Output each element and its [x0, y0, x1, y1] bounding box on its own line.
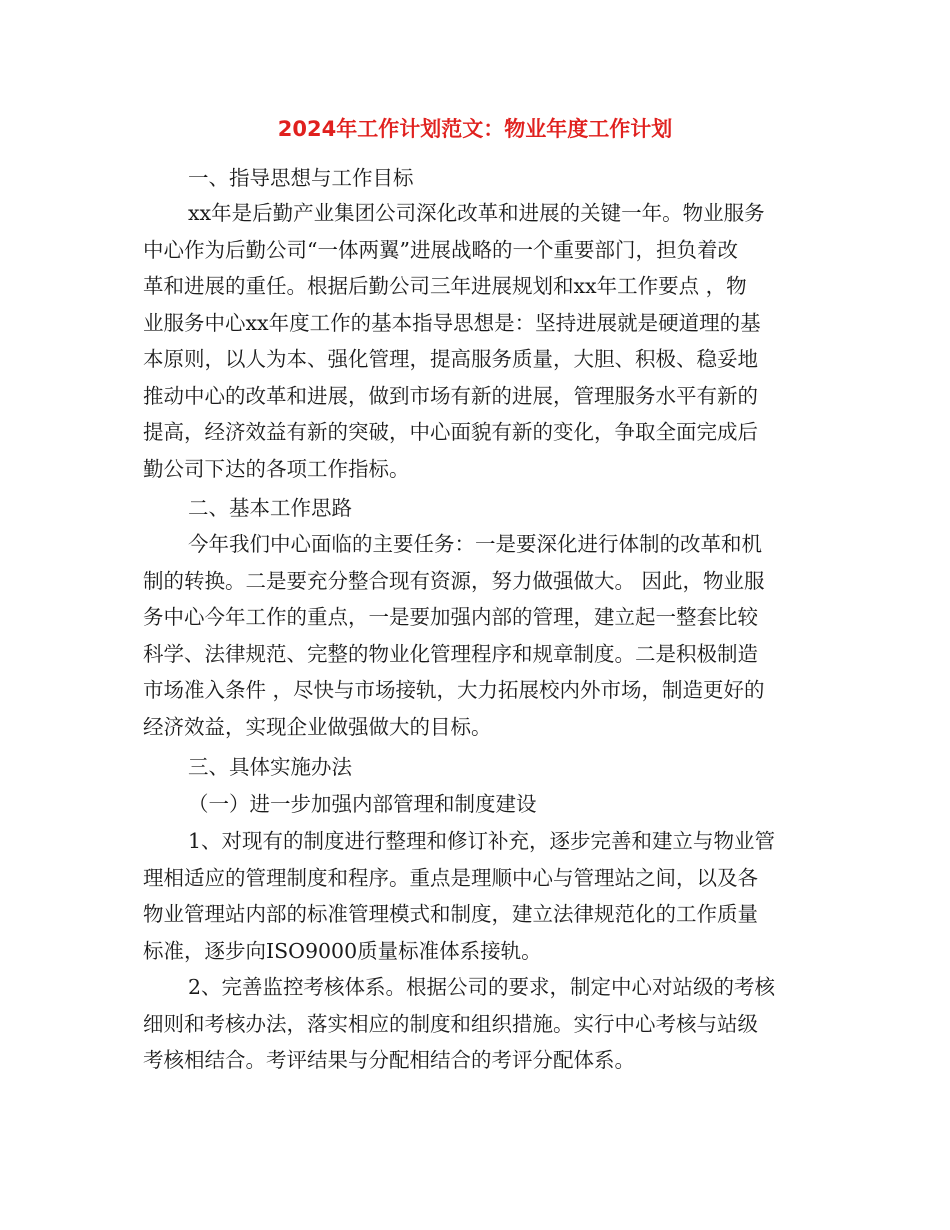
- paragraph-3: [143, 823, 813, 969]
- text-line: 市场准入条件 ，尽快与市场接轨，大力拓展校内外市场，制造更好的: [143, 678, 765, 702]
- text-line: 细则和考核办法，落实相应的制度和组织措施。实行中心考核与站级: [143, 1011, 758, 1036]
- text-line: 本原则，以人为本、强化管理，提高服务质量，大胆、积极、稳妥地: [143, 347, 758, 371]
- text-line: 务中心今年工作的重点，一是要加强内部的管理，建立起一整套比较: [143, 605, 758, 629]
- section-2-heading: 二、基本工作思路: [188, 496, 352, 520]
- text-line: 推动中心的改革和进展，做到市场有新的进展，管理服务水平有新的: [143, 383, 758, 408]
- document-title: 2024年工作计划范文：物业年度工作计划: [277, 117, 673, 141]
- text-line: 1、对现有的制度进行整理和修订补充，逐步完善和建立与物业管: [188, 829, 776, 853]
- text-line: 理相适应的管理制度和程序。重点是理顺中心与管理站之间，以及各: [143, 865, 758, 890]
- paragraph-2: [143, 526, 813, 745]
- text-line: 科学、法律规范、完整的物业化管理程序和规章制度。二是积极制造: [143, 641, 758, 666]
- text-line: 经济效益，实现企业做强做大的目标。: [143, 714, 492, 739]
- text-line: 提高，经济效益有新的突破，中心面貌有新的变化，争取全面完成后: [143, 420, 758, 444]
- text-line: 中心作为后勤公司“一体两翼”进展战略的一个重要部门，担负着改: [143, 237, 738, 262]
- text-line: 标准，逐步向ISO9000质量标准体系接轨。: [143, 938, 542, 963]
- text-line: xx年是后勤产业集团公司深化改革和进展的关键一年。物业服务: [188, 201, 765, 225]
- text-line: 物业管理站内部的标准管理模式和制度，建立法律规范化的工作质量: [143, 902, 758, 926]
- section-1-heading: 一、指导思想与工作目标: [188, 166, 414, 190]
- section-3-subheading: （一）进一步加强内部管理和制度建设: [188, 792, 537, 816]
- paragraph-4: [143, 969, 813, 1079]
- text-line: 制的转换。二是要充分整合现有资源，努力做强做大。 因此，物业服: [143, 568, 765, 593]
- text-line: 考核相结合。考评结果与分配相结合的考评分配体系。: [143, 1048, 635, 1072]
- text-line: 勤公司下达的各项工作指标。: [143, 456, 410, 481]
- paragraph-1: [143, 195, 813, 487]
- section-3-heading: 三、具体实施办法: [188, 755, 352, 779]
- text-line: 今年我们中心面临的主要任务：一是要深化进行体制的改革和机: [188, 532, 762, 556]
- text-line: 2、完善监控考核体系。根据公司的要求，制定中心对站级的考核: [188, 975, 776, 999]
- text-line: 革和进展的重任。根据后勤公司三年进展规划和xx年工作要点 ，物: [143, 274, 747, 298]
- text-line: 业服务中心xx年度工作的基本指导思想是：坚持进展就是硬道理的基: [143, 310, 761, 335]
